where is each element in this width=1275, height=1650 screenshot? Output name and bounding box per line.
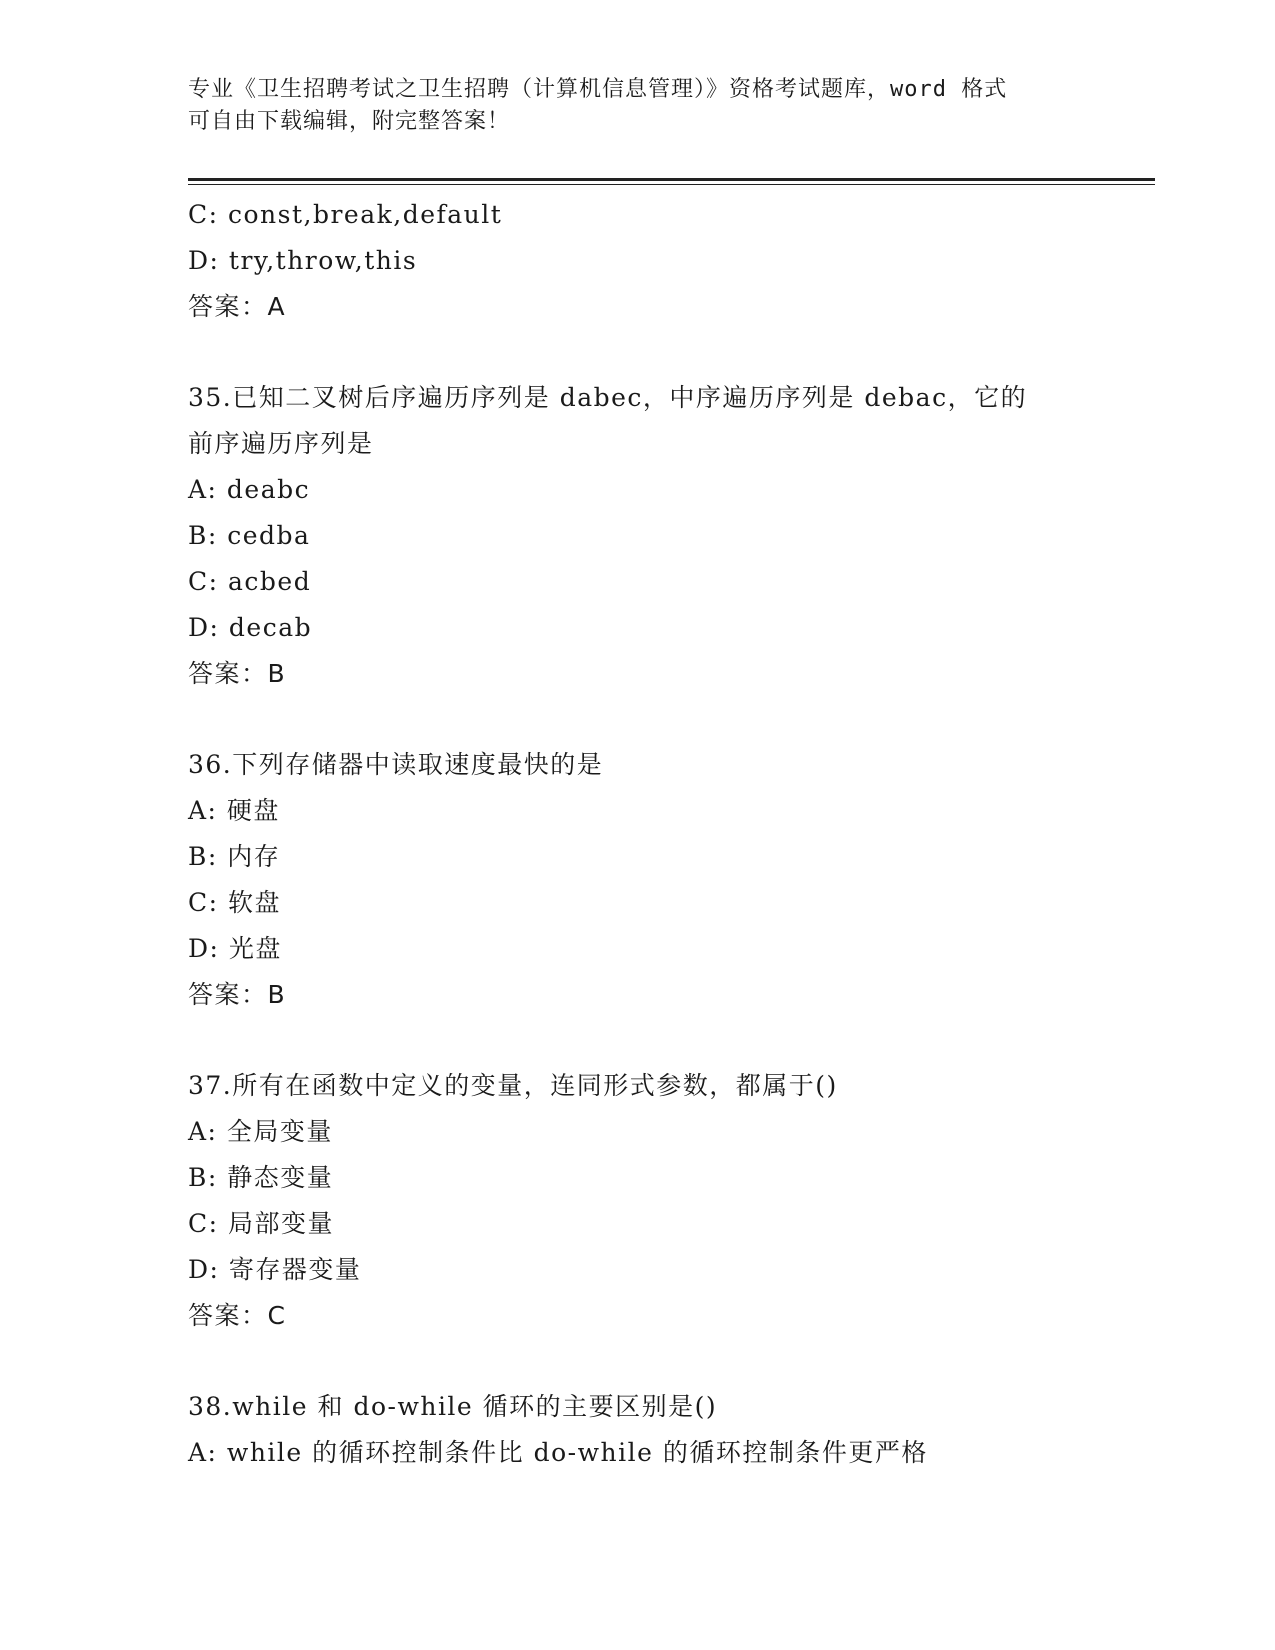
option-a: A: 硬盘 <box>188 796 280 825</box>
answer-label: 答案：B <box>188 659 287 688</box>
question-text: 35.已知二叉树后序遍历序列是 dabec，中序遍历序列是 debac，它的 <box>188 383 1028 412</box>
option-d: D: decab <box>188 613 313 642</box>
option-b: B: cedba <box>188 521 311 550</box>
document-header <box>188 74 1088 138</box>
spacer <box>188 1339 1088 1384</box>
question-block-37 <box>188 1063 1088 1339</box>
question-block-35 <box>188 375 1088 697</box>
question-block-34 <box>188 192 1088 330</box>
option-c: C: const,break,default <box>188 200 503 229</box>
question-text-continued: 前序遍历序列是 <box>188 429 374 458</box>
question-text: 38.while 和 do-while 循环的主要区别是() <box>188 1392 718 1421</box>
option-c: C: 软盘 <box>188 888 281 917</box>
option-a: A: while 的循环控制条件比 do-while 的循环控制条件更严格 <box>188 1438 928 1467</box>
question-block-38 <box>188 1384 1088 1476</box>
option-d: D: 寄存器变量 <box>188 1255 362 1284</box>
answer-label: 答案：C <box>188 1301 287 1330</box>
option-d: D: 光盘 <box>188 934 282 963</box>
answer-label: 答案：B <box>188 980 287 1009</box>
option-d: D: try,throw,this <box>188 246 418 275</box>
header-divider-thick <box>188 178 1155 181</box>
option-a: A: deabc <box>188 475 311 504</box>
option-b: B: 静态变量 <box>188 1163 334 1192</box>
question-block-36 <box>188 742 1088 1018</box>
option-c: C: 局部变量 <box>188 1209 334 1238</box>
option-a: A: 全局变量 <box>188 1117 333 1146</box>
header-divider-thin <box>188 184 1155 185</box>
answer-label: 答案：A <box>188 292 287 321</box>
spacer <box>188 1018 1088 1063</box>
spacer <box>188 330 1088 375</box>
spacer <box>188 697 1088 742</box>
question-text: 37.所有在函数中定义的变量，连同形式参数，都属于() <box>188 1071 838 1100</box>
option-b: B: 内存 <box>188 842 281 871</box>
header-line-1: 专业《卫生招聘考试之卫生招聘（计算机信息管理）》资格考试题库，word 格式 <box>188 77 1008 102</box>
option-c: C: acbed <box>188 567 312 596</box>
question-text: 36.下列存储器中读取速度最快的是 <box>188 750 604 779</box>
question-list <box>188 192 1088 1476</box>
header-line-2: 可自由下载编辑，附完整答案！ <box>188 109 511 134</box>
